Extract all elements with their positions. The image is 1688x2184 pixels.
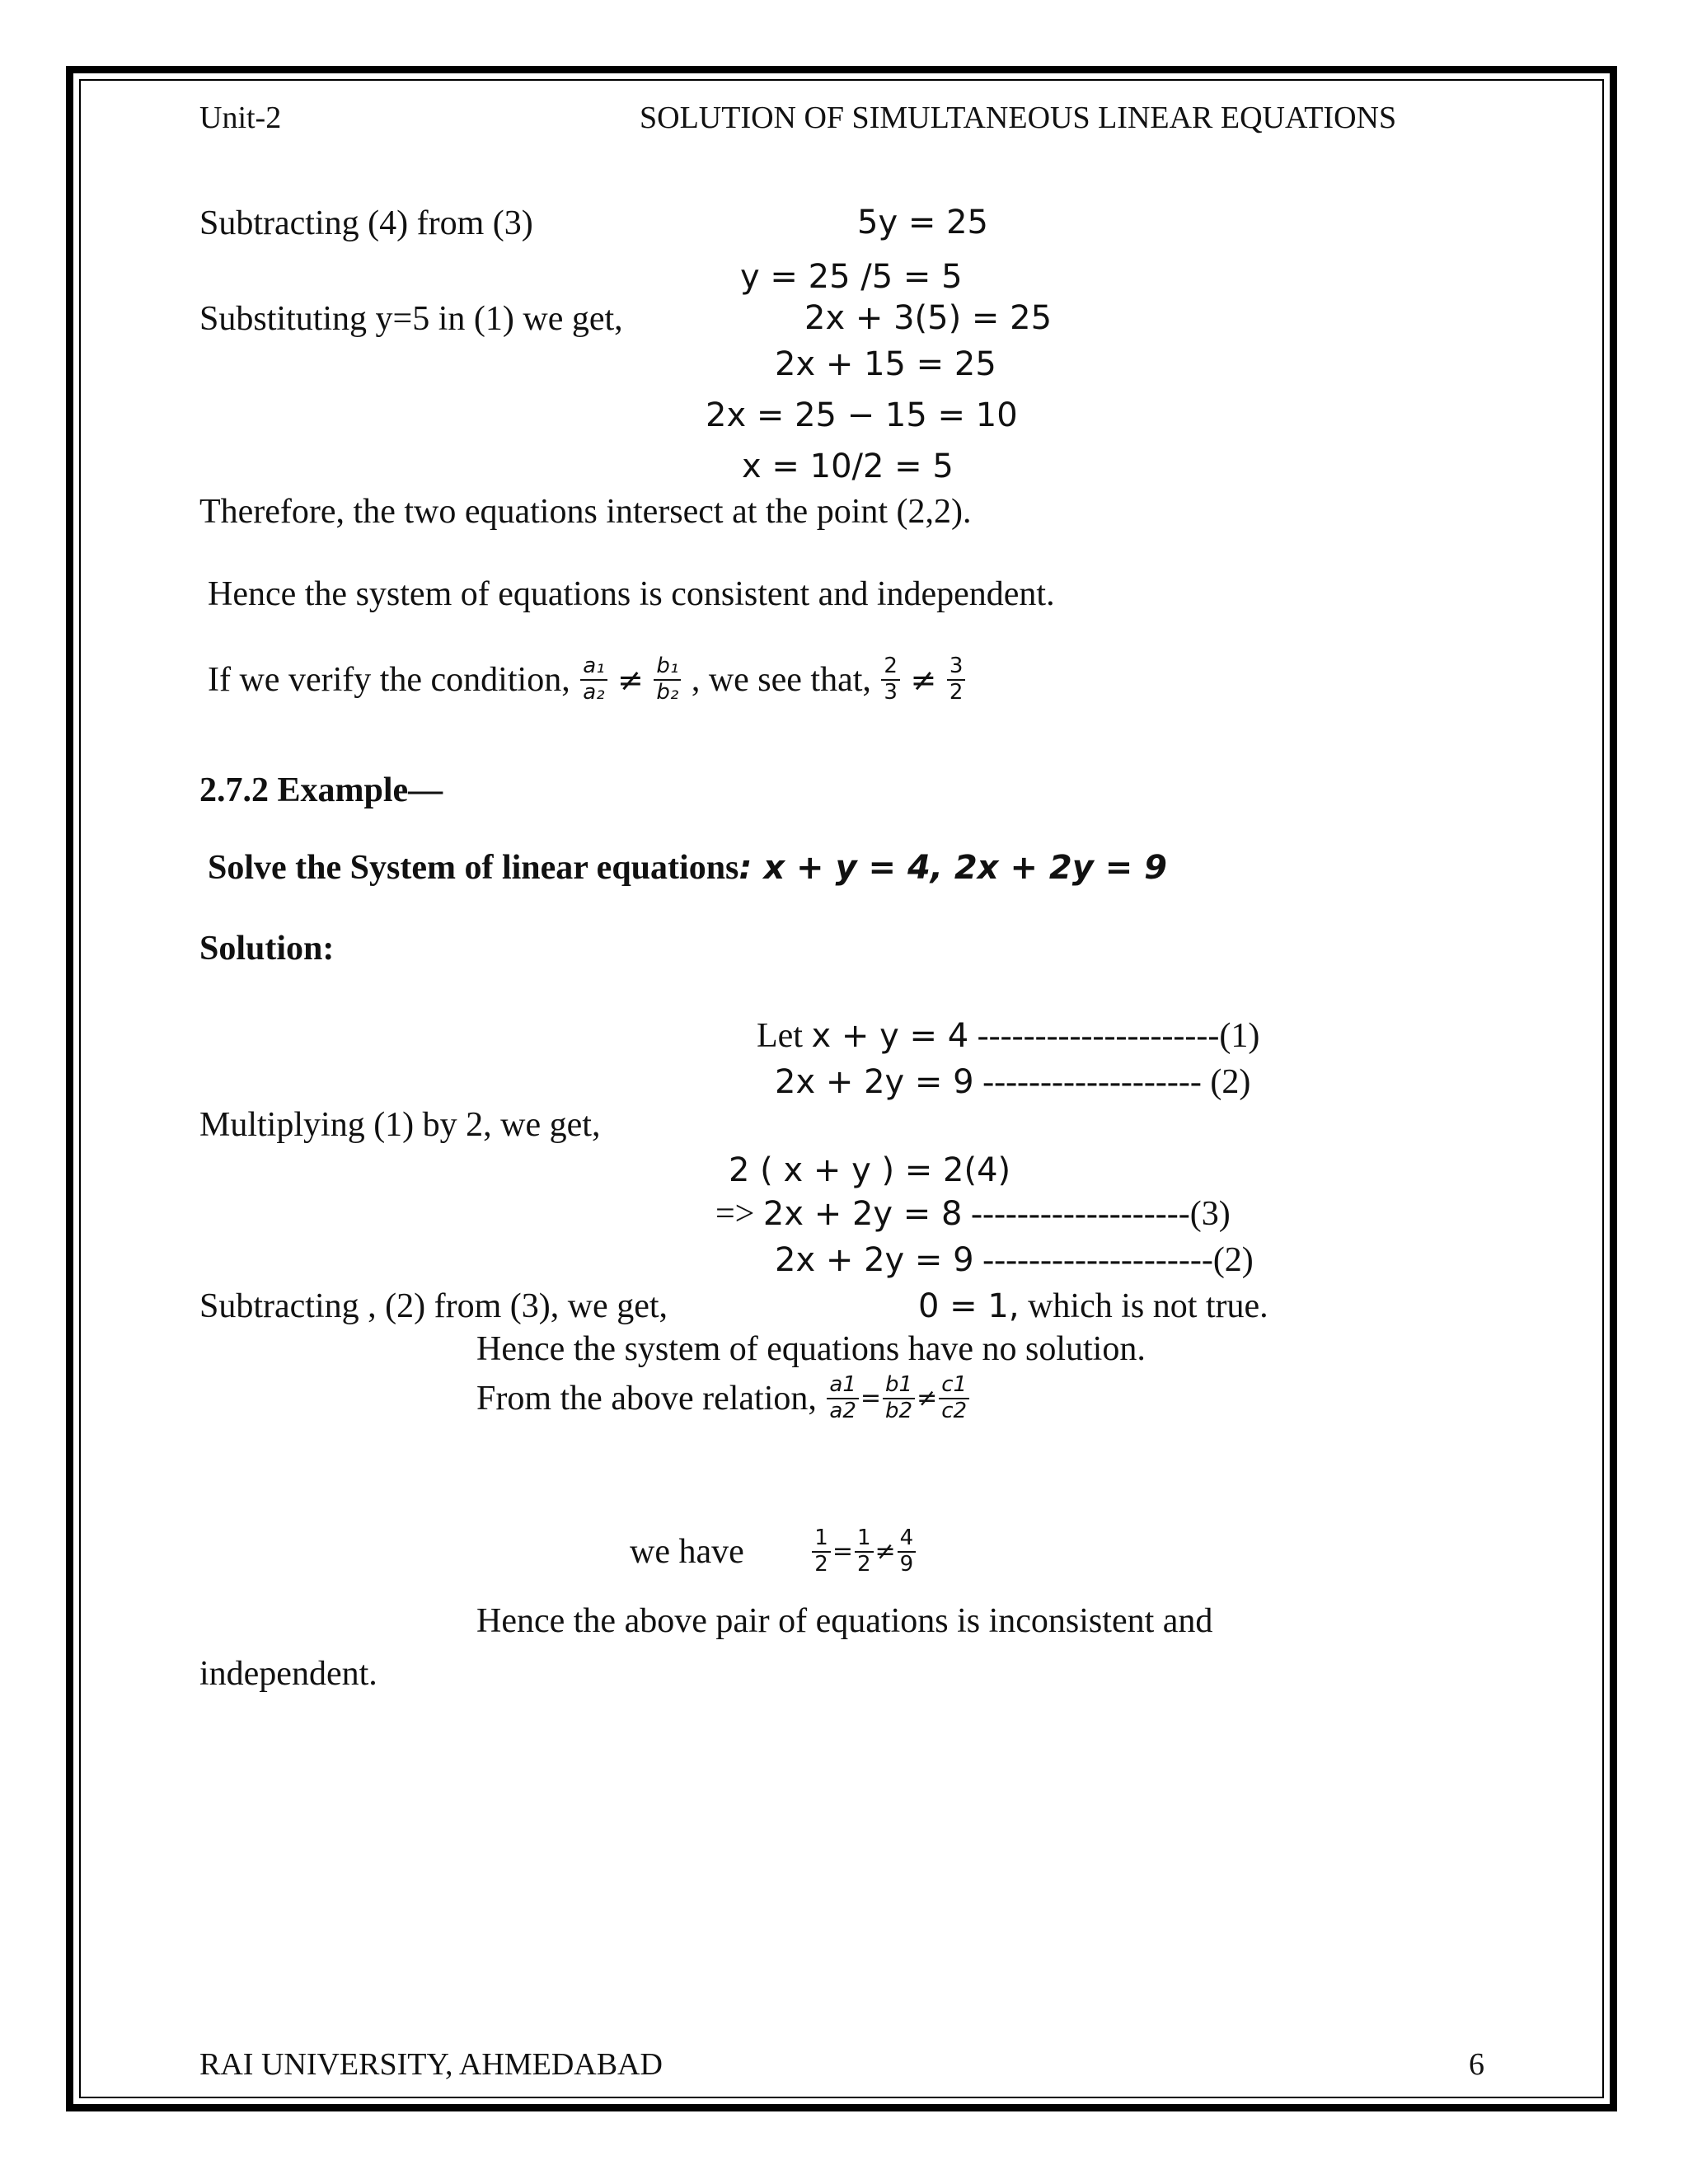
relation-line xyxy=(476,1373,971,1424)
equation-2: 2x + 2y = 9 xyxy=(775,1063,974,1101)
not-equal-sign-we-have: ≠ xyxy=(874,1536,896,1566)
fraction-a1-a2-relation: $\frac{a1}{a2}$ xyxy=(827,1373,858,1424)
equation-3: 2x + 2y = 8 xyxy=(762,1195,963,1233)
fraction-4-9: $\frac{4}{9}$ xyxy=(898,1526,917,1577)
conclusion-line-1: Hence the above pair of equations is inconsistent and xyxy=(476,1602,1213,1640)
verify-condition xyxy=(208,654,967,705)
equation-2-line xyxy=(775,1065,1250,1099)
header-title: SOLUTION OF SIMULTANEOUS LINEAR EQUATIONS xyxy=(640,101,1397,135)
not-equal-sign: ≠ xyxy=(617,661,644,698)
fraction-2-3: $\frac{2}{3}$ xyxy=(881,654,900,705)
problem-label: Solve the System of linear equations xyxy=(208,849,739,887)
equals-sign-we-have: = xyxy=(832,1536,853,1566)
fraction-b1-b2: $\frac{\text{b₁}}{\text{b₂}}$ xyxy=(654,654,681,705)
we-have-label: we have xyxy=(630,1532,744,1571)
equation-2-repeat-tag: --------------------(2) xyxy=(973,1241,1254,1279)
equation-1-tag: ---------------------(1) xyxy=(968,1017,1260,1055)
let-prefix: Let xyxy=(757,1017,803,1055)
equals-sign: = xyxy=(860,1383,882,1413)
equation-substitute-3: 2x = 25 − 15 = 10 xyxy=(706,396,1018,434)
therefore-text: Therefore, the two equations intersect at the point (2,2). xyxy=(199,493,972,531)
equation-2-repeat: 2x + 2y = 9 xyxy=(775,1241,974,1279)
not-equal-sign-relation: ≠ xyxy=(917,1383,938,1413)
equation-y: y = 25 /5 = 5 xyxy=(740,258,963,296)
problem-statement xyxy=(208,851,1167,885)
consistent-text: Hence the system of equations is consistent and independent. xyxy=(208,575,1055,613)
equation-5y: 5y = 25 xyxy=(857,204,988,241)
we-have-line xyxy=(630,1526,917,1577)
equation-x: x = 10/2 = 5 xyxy=(742,448,954,485)
header-unit: Unit-2 xyxy=(199,101,282,135)
implies-arrow: => xyxy=(715,1195,755,1233)
subtract2-label: Subtracting , (2) from (3), we get, xyxy=(199,1287,668,1325)
multiply-label: Multiplying (1) by 2, we get, xyxy=(199,1106,601,1144)
fraction-1-2-second: $\frac{1}{2}$ xyxy=(855,1526,874,1577)
fraction-3-2: $\frac{3}{2}$ xyxy=(947,654,966,705)
equation-1: x + y = 4 xyxy=(811,1017,969,1055)
no-solution-text: Hence the system of equations have no solution. xyxy=(476,1330,1146,1368)
equation-3-line xyxy=(715,1197,1231,1231)
not-equal-sign-2: ≠ xyxy=(910,661,937,698)
example-heading: 2.7.2 Example— xyxy=(199,771,443,809)
equation-1-line xyxy=(757,1019,1259,1053)
problem-equations: : x + y = 4, 2x + 2y = 9 xyxy=(738,849,1167,887)
equation-3-tag: -------------------(3) xyxy=(962,1195,1231,1233)
fraction-c1-c2-relation: $\frac{c1}{c2}$ xyxy=(939,1373,969,1424)
conclusion-line-2: independent. xyxy=(199,1655,377,1693)
equation-zero-one: 0 = 1, xyxy=(918,1287,1020,1325)
relation-label: From the above relation, xyxy=(476,1379,817,1418)
equation-substitute-1: 2x + 3(5) = 25 xyxy=(804,299,1053,337)
footer-page-number: 6 xyxy=(1469,2047,1484,2082)
not-true-text: which is not true. xyxy=(1019,1287,1268,1325)
fraction-a1-a2: $\frac{\text{a₁}}{\text{a₂}}$ xyxy=(580,654,607,705)
zero-equals-one-line xyxy=(918,1289,1268,1324)
equation-2-repeat-line xyxy=(775,1243,1254,1277)
footer-university: RAI UNIVERSITY, AHMEDABAD xyxy=(199,2047,663,2082)
substitute-label: Substituting y=5 in (1) we get, xyxy=(199,300,623,338)
solution-label: Solution: xyxy=(199,930,335,968)
equation-2-tag: ------------------- (2) xyxy=(973,1063,1251,1101)
fraction-b1-b2-relation: $\frac{b1}{b2}$ xyxy=(883,1373,915,1424)
verify-mid: , we see that, xyxy=(691,660,871,699)
equation-multiplied-1: 2 ( x + y ) = 2(4) xyxy=(729,1151,1011,1189)
subtract-label: Subtracting (4) from (3) xyxy=(199,204,533,242)
fraction-1-2-first: $\frac{1}{2}$ xyxy=(812,1526,831,1577)
equation-substitute-2: 2x + 15 = 25 xyxy=(775,345,996,383)
verify-prefix: If we verify the condition, xyxy=(208,660,570,699)
